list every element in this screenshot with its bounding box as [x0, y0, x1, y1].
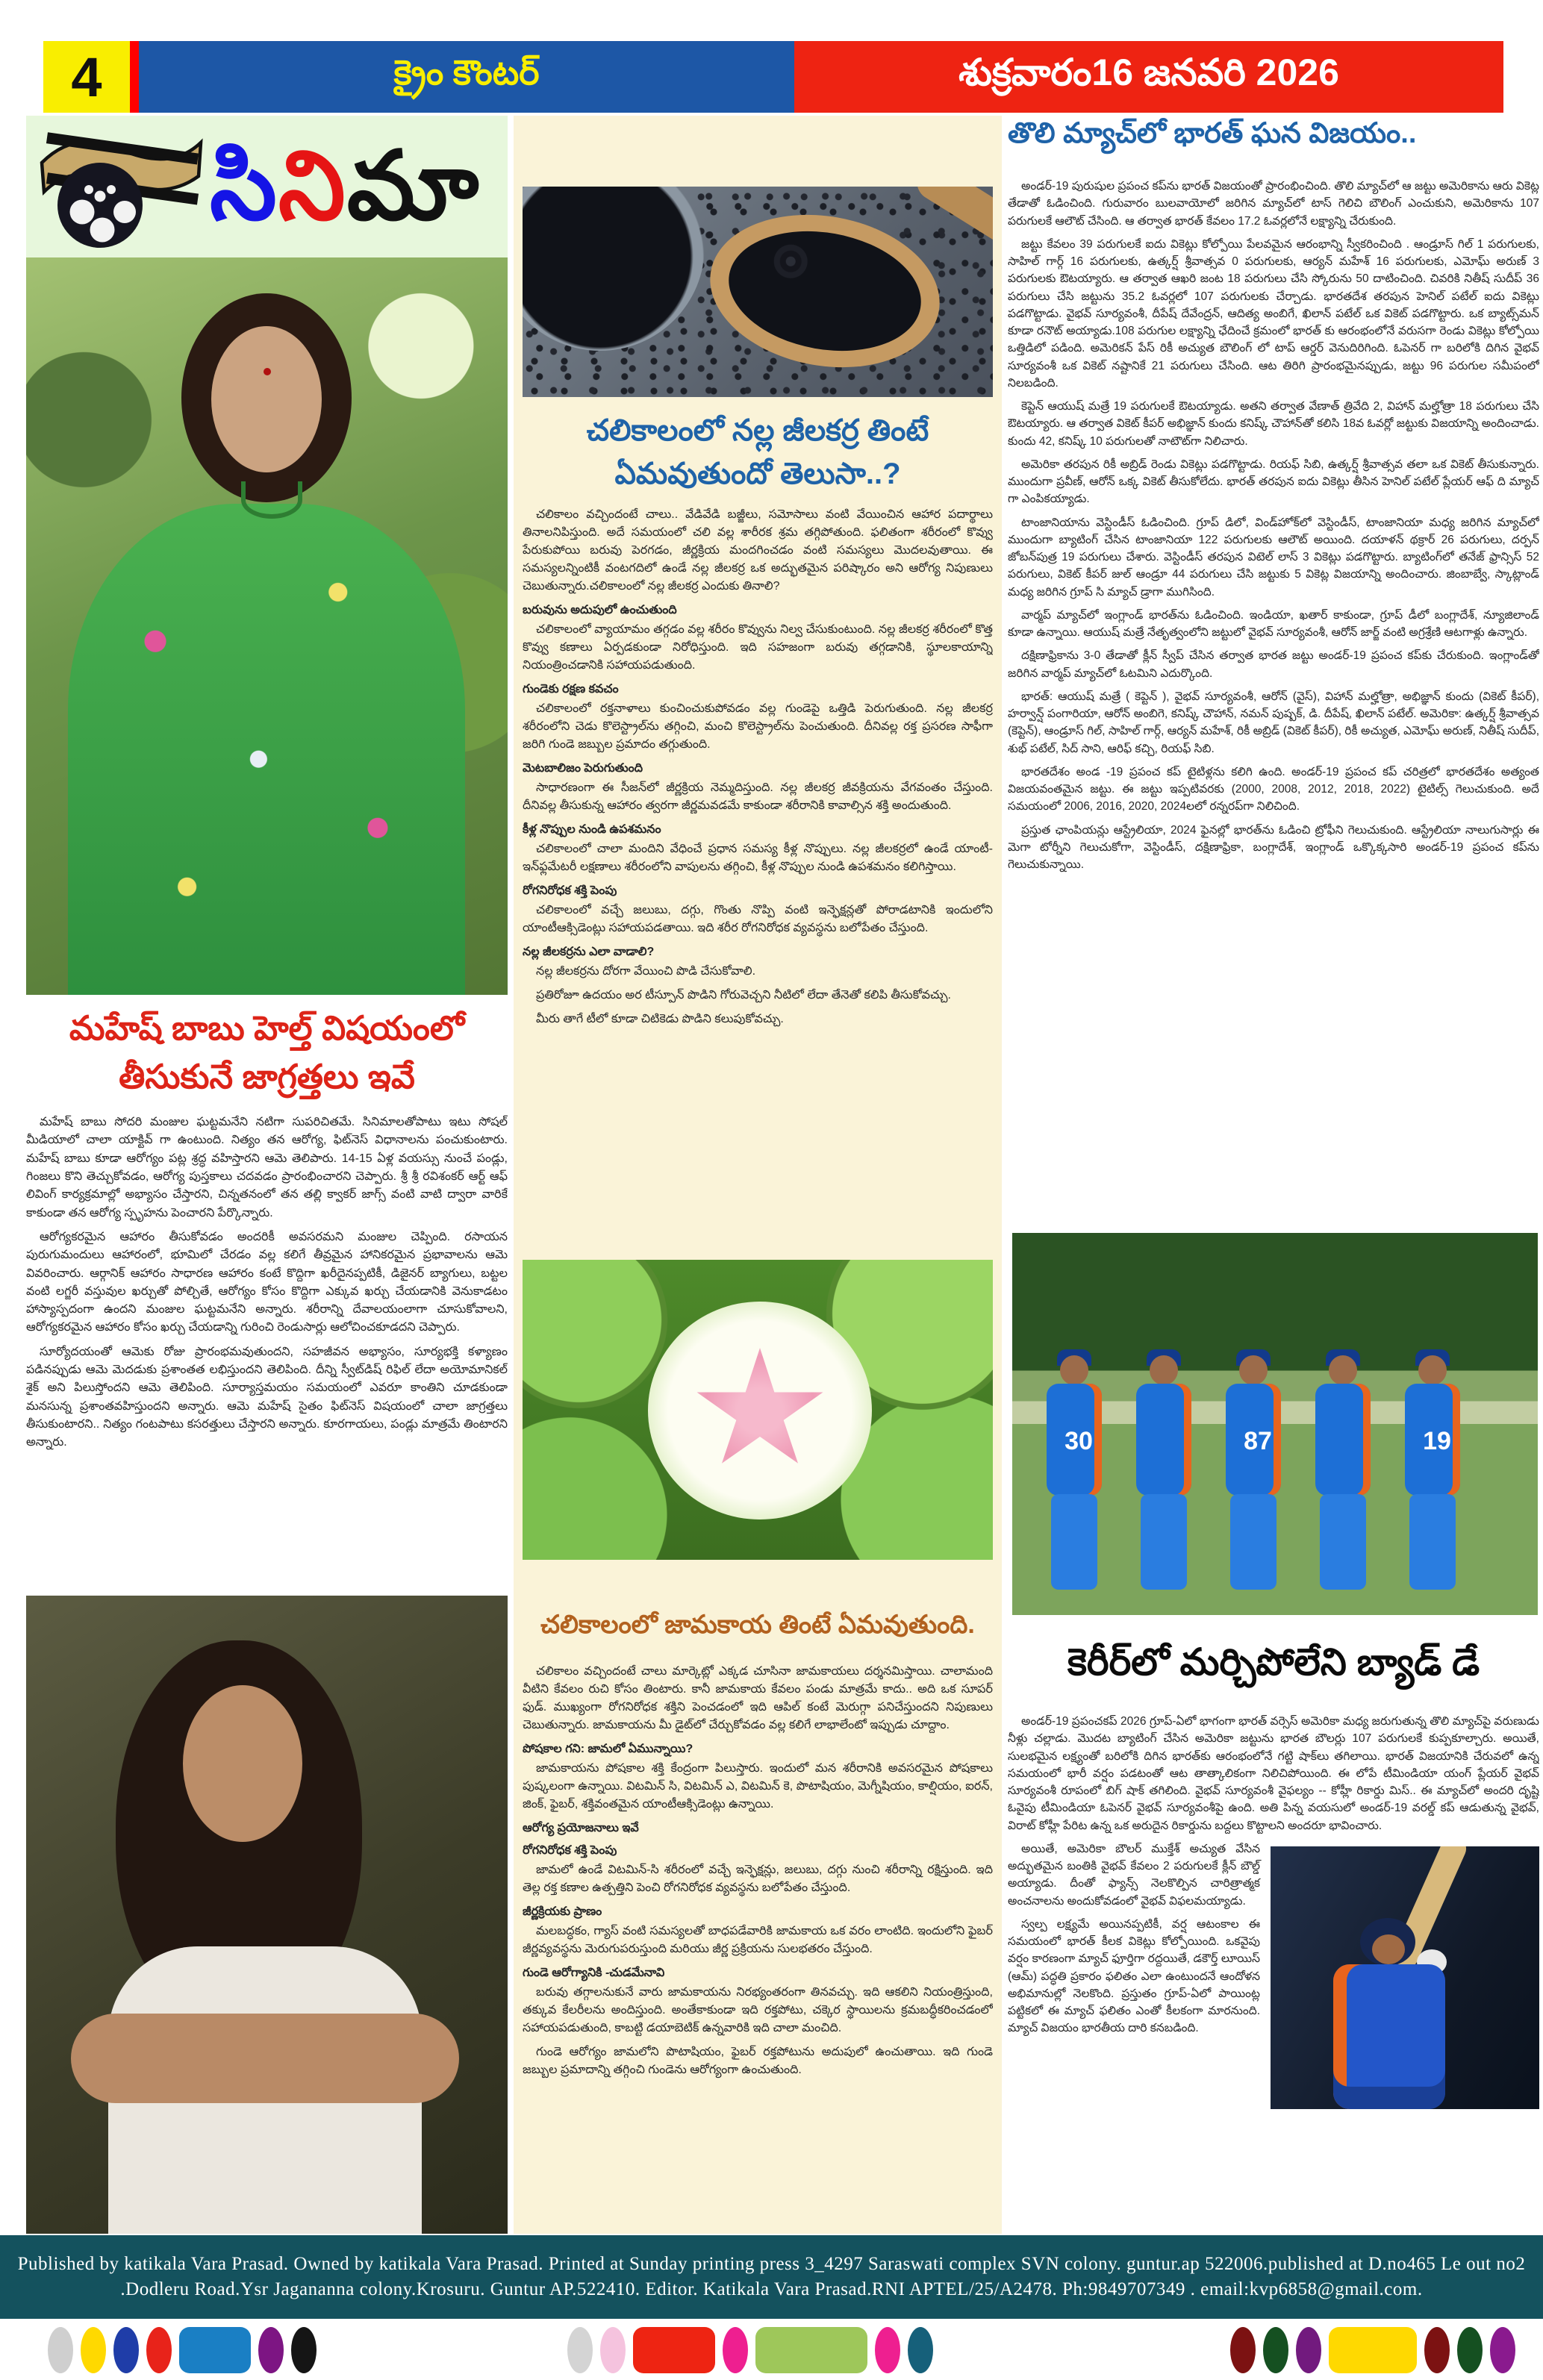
- cumin-subhead: మెటబాలిజం పెరుగుతుంది: [523, 762, 643, 775]
- cumin-paragraph: చలికాలంలో వచ్చే జలుబు, దగ్గు, గొంతు నొప్పి వంటి ఇన్ఫెక్షన్లతో పోరాడటానికి ఇందులోని యాంటీఆక్సిడెంట్లు సహాయపడతాయి. ఇది శరీర రోగనిరోధక వ్యవస్థను బలోపేతం చేస్తుంది.: [523, 904, 993, 934]
- player-jersey: [1315, 1384, 1371, 1496]
- left-article-body: [26, 1114, 508, 1573]
- cricket-player: [1132, 1355, 1196, 1602]
- header-divider: [130, 41, 139, 113]
- registration-mark: [755, 2327, 867, 2373]
- page-number: 4: [71, 46, 102, 108]
- cumin-paragraph: చలికాలంలో చాలా మందిని వేధించే ప్రధాన సమస్య కీళ్ల నొప్పులు. నల్ల జీలకర్రలో ఉండే యాంటీ-ఇన్‌ఫ్లమేటరీ లక్షణాలు శరీరంలోని వాపులను తగ్గించి, కీళ్ల నొప్పుల నుండి ఉపశమనం కలిగిస్తాయి.: [523, 843, 993, 873]
- registration-mark: [1490, 2327, 1515, 2373]
- registration-mark: [1457, 2327, 1483, 2373]
- player-head: [1418, 1355, 1447, 1385]
- logo-letter-2: ని: [278, 133, 347, 240]
- registration-mark: [1296, 2327, 1321, 2373]
- registration-mark: [291, 2327, 317, 2373]
- match-paragraph: వార్మప్ మ్యాచ్‌లో ఇంగ్లాండ్ భారత్‌ను ఓడించింది. ఇండియా, ఖతార్ కాకుండా, గ్రూప్ డీలో బంగ్లాదేశ్, న్యూజిలాండ్ కూడా ఉన్నాయి. ఆయుష్ మత్రే నేతృత్వంలోని జట్టులో వైభవ్ సూర్యవంశీ, ఆరోన్ జార్జ్ వంటి అగ్రశ్రేణి ఆటగాళ్లు ఉన్నారు.: [1008, 608, 1539, 639]
- registration-mark: [723, 2327, 748, 2373]
- match-paragraph: అండర్-19 పురుషుల ప్రపంచ కప్‌ను భారత్ విజయంతో ప్రారంభించింది. తొలి మ్యాచ్‌లో ఆ జట్టు అమెరికాను ఆరు వికెట్ల తేడాతో ఓడించింది. గురువారం బులవాయోలో జరిగిన మ్యాచ్‌లో టాస్ గెలిచి బౌలింగ్ ఎంచుకుని, అమెరికాను 107 పరుగులకే ఆలౌట్ చేసింది. ఆ తర్వాత భారత్ కేవలం 17.2 ఓవర్లలోనే లక్ష్యాన్ని చేరుకుంది.: [1008, 180, 1539, 228]
- left-article-paragraph: మహేష్ బాబు సోదరి మంజుల ఘట్టమనేని నటిగా సుపరిచితమే. సినిమాలతోపాటు ఇటు సోషల్ మీడియాలో చాలా యాక్టివ్ గా ఉంటుంది. నిత్యం తన ఆరోగ్య, ఫిట్‌నెస్ విధానాలను పంచుకుంటారు. మహేష్ బాబు కూడా ఆరోగ్యం పట్ల శ్రద్ధ వహిస్తారని ఆమె తెలిపారు. 14-15 ఏళ్ల వయస్సు నుంచే పండ్లు, గింజలు కొని తెచ్చుకోవడం, ఆరోగ్య పుస్తకాలు చదవడం ప్రారంభించారని చెప్పారు. శ్రీ శ్రీ రవిశంకర్ ఆర్ట్ ఆఫ్ లివింగ్ కార్యక్రమాల్లో అభ్యాసం చేస్తారని, చిన్నతనంలో తన తల్లి క్వాకర్ జాగ్స్ వంటి వాటి ద్వారా వారికే కాకుండా తన ఆరోగ్య స్పృహను పెంచారని పేర్కొన్నారు.: [26, 1116, 508, 1219]
- actress-necklace: [241, 481, 302, 519]
- guava-paragraph: గుండె ఆరోగ్యం జామలోని పొటాషియం, ఫైబర్ రక్తపోటును అదుపులో ఉంచుతాయి. ఇది గుండె జబ్బుల ప్రమాదాన్ని తగ్గించి గుండెను ఆరోగ్యంగా ఉంచుతుంది.: [523, 2046, 993, 2076]
- player-legs: [1230, 1494, 1277, 1590]
- cumin-article-body: [523, 506, 993, 1252]
- cumin-usage-heading: నల్ల జీలకర్రను ఎలా వాడాలి?: [523, 946, 655, 958]
- left-headline-line2: తీసుకునే జాగ్రత్తలు ఇవే: [119, 1058, 415, 1096]
- player-legs: [1409, 1494, 1456, 1590]
- left-article-headline: [26, 1004, 508, 1110]
- registration-mark: [146, 2327, 172, 2373]
- cumin-paragraph: చలికాలంలో వ్యాయామం తగ్గడం వల్ల శరీరం కొవ్వును నిల్వ చేసుకుంటుంది. నల్ల జీలకర్ర శరీరంలో కొత్త కొవ్వు కణాలు ఏర్పడకుండా నిరోధిస్తుంది. ఇది సహజంగా బరువు తగ్గడానికి, స్థూలకాయాన్ని నియంత్రించడానికి సహాయపడుతుంది.: [523, 623, 993, 672]
- player-legs: [1051, 1494, 1097, 1590]
- logo-letter-3: మా: [346, 133, 481, 240]
- cumin-subhead: గుండెకు రక్షణ కవచం: [523, 683, 619, 696]
- player-head: [1329, 1355, 1357, 1385]
- guava-subhead: రోగనిరోధక శక్తి పెంపు: [523, 1844, 617, 1857]
- woman-face: [183, 1685, 302, 1842]
- player-legs: [1320, 1494, 1366, 1590]
- cumin-paragraph: సాధారణంగా ఈ సీజన్‌లో జీర్ణక్రియ నెమ్మదిస్తుంది. నల్ల జీలకర్ర జీవక్రియను వేగవంతం చేస్తుంది. దీనివల్ల తీసుకున్న ఆహారం త్వరగా జీర్ణమవడమే కాకుండా శరీరానికి కావాల్సిన శక్తి అందుతుంది.: [523, 781, 993, 812]
- india-u19-team-photo: [1012, 1233, 1538, 1615]
- cricket-player: [1400, 1355, 1465, 1602]
- jersey-number: 87: [1244, 1427, 1272, 1455]
- match-paragraph: భారత్: ఆయుష్ మత్రే ( కెప్టెన్ ), వైభవ్ సూర్యవంశీ, ఆరోన్ (వైస్), విహాన్ మల్హోత్రా, అభిజ్ఞాన్ కుందు (వికెట్ కీపర్), హర్వాన్ష్ పంగారియా, ఆరోన్ అంబిగె, కనిష్క్ చౌహాన్, నమన్ పుష్పక్, డి. దీపేష్, ఖిలాన్ పటేల్. అమెరికా: ఉత్కర్ష్ శ్రీవాత్సవ (కెప్టెన్), ఆండ్రూస్ గిల్, సాహిల్ గార్గ్, ఆర్యన్ మహేశ్, రికీ అబ్రిడ్ (వికెట్ కీపర్), రికీ అచ్యుత, ఎమోఘ్ అరుణ్, నితీష్ సుదీప్, శుభ్ పటేల్, సిద్ సాని, ఆరిఫ్ కచ్చి, రియఫ్ సిబి.: [1008, 690, 1539, 755]
- page-number-box: [43, 41, 130, 113]
- guava-photo: [523, 1260, 993, 1560]
- imprint-line1: Published by katikala Vara Prasad. Owned by katikala Vara Prasad. Printed at Sunday printing press 3_4297 Saraswati complex SVN colony. guntur.ap 522006.published at D.no465 Le out no2: [17, 2254, 1526, 2274]
- guava-subhead: జీర్ణక్రియకు ప్రాణం: [523, 1905, 602, 1918]
- cricket-player: [1311, 1355, 1375, 1602]
- guava-paragraph: మలబద్ధకం, గ్యాస్ వంటి సమస్యలతో బాధపడేవారికి జామకాయ ఒక వరం లాంటిది. ఇందులోని ఫైబర్ జీర్ణవ్యవస్థను మెరుగుపరుస్తుంది మరియు జీర్ణ ప్రక్రియను సులభతరం చేస్తుంది.: [523, 1925, 993, 1955]
- actress-face: [211, 326, 322, 472]
- cumin-usage-line: మీరు తాగే టీలో కూడా చిటికెడు పొడిని కలుపుకోవచ్చు.: [536, 1013, 784, 1025]
- cinema-logo: [26, 116, 508, 257]
- cumin-subhead: రోగనిరోధక శక్తి పెంపు: [523, 884, 617, 897]
- match-paragraph: కెప్టెన్ ఆయుష్ మత్రే 19 పరుగులకే ఔటయ్యాడు. అతని తర్వాత వేణాత్ త్రివేది 2, విహాన్ మల్హోత్రా 18 పరుగులు చేసి ఔటయ్యారు. ఆ తర్వాత వికెట్ కీపర్ అభిజ్ఞాన్ కుందు కనిష్క్ చౌహాన్‌తో కలిసి 18వ ఓవర్లో జట్టుకు విజయాన్ని అందించాడు. కుందు 42, కనిష్క్ 10 పరుగులతో నాటౌట్‌గా నిలిచారు.: [1008, 400, 1539, 448]
- cricket-player: [1042, 1355, 1106, 1602]
- player-head: [1150, 1355, 1178, 1385]
- match-paragraph: అమెరికా తరపున రికీ అబ్రిడ్ రెండు వికెట్లు పడగొట్టాడు. రియఫ్ సిబి, ఉత్కర్ష్ శ్రీవాత్సవ తలా ఒక వికెట్ తీసుకున్నారు. ముందుగా ప్రవీణ్, ఆరోన్ ఒక్క వికెట్ తీసుకోలేదు. భారత్ తరపున ఐదు వికెట్లు తీసిన హెనిల్ పటేల్ ప్లేయర్ ఆఫ్ ది మ్యాచ్ గా ఎంపికయ్యాడు.: [1008, 457, 1539, 506]
- match-paragraph: జట్టు కేవలం 39 పరుగులకే ఐదు వికెట్లు కోల్పోయి పేలవమైన ఆరంభాన్ని స్వీకరించింది . ఆండ్రూస్ గిల్ 1 పరుగులకు, సాహిల్ గార్గ్ 16 పరుగులకు, ఉత్కర్ష్ శ్రీవాత్సవ 0 పరుగులకు, ఆర్యన్ మహేశ్ 16 పరుగులకు, ఎమోఘ్ అరుణ్ 3 పరుగులకు ఔటయ్యారు. ఆ తర్వాత ఆఖరి జంట 18 పరుగులు చేసి స్కోరును 50 దాటించింది. చివరికి నితీష్ సుదీప్ 36 పరుగులు చేసి జట్టును 35.2 ఓవర్లలో 107 పరుగులకు చేర్చాడు. భారతదేశ తరపున హెనిల్ పటేల్ ఐదు వికెట్లు పడగొట్టాడు. వైభవ్ సూర్యవంశీ, దీపేష్ దేవేంద్రన్, ఆదిత్య అంబిగే, ఖిలాన్ పటేల్ ఒక వికెట్ పడగొట్టారు. ఒక బ్యాట్స్‌మన్ కూడా రనౌట్ అయ్యాడు.108 పరుగుల లక్ష్యాన్ని ఛేదించే క్రమంలో భారత్ కు ఆరంభంలోనే వరుసగా రెండు వికెట్లు కోల్పోయి ఒత్తిడిలో పడింది. అమెరికన్ పేస్ రికీ అచ్యుత బౌలింగ్ లో టాప్ ఆర్డర్ వెనుదిరిగింది. ఓపెనర్ గా బరిలోకి దిగిన వైభవ్ సూర్యవంశీ ఒక వికెట్ నష్టానికే 21 పరుగులు చేసింది. ఆట తిరిగి ప్రారంభమైనప్పుడు, జట్టు 96 పరుగుల సమీపంలో నిలబడింది.: [1008, 237, 1539, 390]
- left-article-paragraph: ఆరోగ్యకరమైన ఆహారం తీసుకోవడం అందరికీ అవసరమని మంజుల చెప్పింది. రసాయన పురుగుమందులు ఆహారంలో, భూమిలో చేరడం వల్ల కలిగే తీవ్రమైన హానికరమైన ప్రభావాలను ఆమె వివరించారు. ఆర్గానిక్ ఆహారం సాధారణ ఆహారం కంటే కొద్దిగా ఖరీదైనప్పటికీ, డిజైనర్ బ్యాగులు, బట్టల వంటి లగ్జరీ వస్తువుల ఖర్చుతో పోల్చితే, ఆరోగ్యం కోసం కొద్దిగా ఎక్కువ ఖర్చు చేయడానికి వెనుకాడటం హాస్యాస్పదంగా ఉందని మంజుల ఘట్టమనేని అన్నారు. శరీరాన్ని దేవాలయంలాగా చూసుకోవాలని, ఆరోగ్యకరమైన ఆహారం కోసం ఖర్చు చేయడాన్ని గురించి రెండుసార్లు ఆలోచించకూడదని చెప్పారు.: [26, 1230, 508, 1334]
- imprint-line2: .Dodleru Road.Ysr Jagananna colony.Krosuru. Guntur AP.522410. Editor. Katikala Vara Prasad.RNI APTEL/25/A2478. Ph:9849707349 . email:kvp6858@gmail.com.: [120, 2279, 1423, 2299]
- guava-article-headline: చలికాలంలో జామకాయ తింటే ఏమవుతుంది.: [540, 1611, 975, 1639]
- film-reel-icon: [31, 118, 210, 256]
- registration-mark: [81, 2327, 106, 2373]
- left-article-paragraph: సూర్యోదయంతో ఆమెకు రోజు ప్రారంభమవుతుందని, సహజీవన అభ్యాసం, సూర్యభక్తి కళ్యాణం పడినప్పుడు ఆమె మెదడుకు ప్రశాంతత లభిస్తుందని తెలిపింది. దీన్ని స్వీట్‌డిష్ రిఫిల్ లేదా అయోమానికల్ శైక్ అని పిలుస్తోందని ఆమె తెలిపింది. సూర్యాస్తమయం సమయంలో ఎవరూ కాంతిని చూడకుండా మనసున్న ప్రశాంతవహిస్తుందని అన్నారు. ఆమె మహేష్ సైతం ఫిట్‌నెస్ విషయంలో చాలా జాగ్రత్తలు తీసుకుంటారని.. నిత్యం గంటపాటు కసరత్తులు చేస్తారని అన్నారు. కూరగాయలు, పండ్లు మాత్రమే తింటారని అన్నారు.: [26, 1345, 508, 1449]
- badday-article-headline: కెరీర్‌లో మర్చిపోలేని బ్యాడ్ డే: [1067, 1641, 1480, 1683]
- print-registration-strip: [0, 2327, 1543, 2375]
- badday-paragraph: స్వల్ప లక్ష్యమే అయినప్పటికీ, వర్ష ఆటంకాల ఈ సమయంలో భారత్ కీలక వికెట్లు కోల్పోయింది. ఒకవైపు వర్షం కారణంగా మ్యాచ్ ఫూర్తిగా రద్దయితే, డకౌర్త్ లూయిస్ (ఆమ్) పద్ధతి ప్రకారం ఫలితం ఎలా ఉంటుందనే ఆందోళన అభిమానుల్లో నెలకొంది. ప్రస్తుతం గ్రూప్-ఏలో పాయింట్ల పట్టికలో ఈ మ్యాచ్ ఫలితం ఎంతో కీలకంగా మారనుంది. మ్యాచ్ విజయం భారతీయ దారి కనబడింది.: [1008, 1917, 1260, 2035]
- guava-subhead: ఆరోగ్య ప్రయోజనాలు ఇవే: [523, 1822, 639, 1834]
- cumin-bowl: [523, 187, 705, 351]
- cinema-logo-text: [210, 133, 481, 240]
- actress-bindi: [264, 368, 271, 375]
- imprint-footer: [0, 2235, 1543, 2319]
- guava-paragraph: జామకాయను పోషకాల శక్తి కేంద్రంగా పిలుస్తారు. ఇందులో మన శరీరానికి అవసరమైన పోషకాలు పుష్కలంగా ఉన్నాయి. విటమిన్ సి, విటమిన్ ఎ, విటమిన్ కె, పొటాషియం, మెగ్నీషియం, కాల్షియం, ఐరన్, జింక్, ఫైబర్, శక్తివంతమైన యాంటీఆక్సిడెంట్లు ఉన్నాయి.: [523, 1762, 993, 1811]
- guava-subhead: పోషకాల గని: జామలో ఏమున్నాయి?: [523, 1743, 693, 1755]
- actress-manjula-photo: [26, 1596, 508, 2234]
- cumin-usage-line: ప్రతిరోజూ ఉదయం అర టీస్పూన్ పొడిని గోరువెచ్చని నీటిలో లేదా తేనెతో కలిపి తీసుకోవచ్చు.: [536, 989, 951, 1002]
- registration-mark: [875, 2327, 900, 2373]
- registration-mark: [600, 2327, 626, 2373]
- registration-mark: [1263, 2327, 1288, 2373]
- player-jersey: [1047, 1384, 1102, 1496]
- date-banner: [794, 41, 1503, 113]
- player-head: [1239, 1355, 1268, 1385]
- registration-mark: [633, 2327, 715, 2373]
- guava-paragraph: బరువు తగ్గాలనుకునే వారు జామకాయను నిరభ్యంతరంగా తినవచ్చు. ఇది ఆకలిని నియంత్రిస్తుంది, తక్కువ కేలరీలను అందిస్తుంది. అంతేకాకుండా ఇది రక్తపోటు, చక్కెర స్థాయిలను క్రమబద్ధీకరించడంలో సహాయపడుతుంది, కాబట్టి డయాబెటిక్ ఉన్నవారికి ఇది చాలా మంచిది.: [523, 1986, 993, 2034]
- registration-mark: [1230, 2327, 1256, 2373]
- wooden-spoon-handle: [910, 187, 993, 252]
- guava-intro: చలికాలం వచ్చిందంటే చాలు మార్కెట్లో ఎక్కడ చూసినా జామకాయలు దర్శనమిస్తాయి. చాలామంది వీటిని కేవలం రుచి కోసం తింటారు. కానీ జామకాయ కేవలం పండు మాత్రమే కాదు.. అది ఒక సూపర్ ఫుడ్. ముఖ్యంగా రోగనిరోధక శక్తిని పెంచడంలో ఇది ఆపిల్ కంటే మెరుగ్గా పనిచేస్తుందని నిపుణులు చెబుతున్నారు. జామకాయను మీ డైట్‌లో చేర్చుకోవడం వల్ల కలిగే లాభాలేంటో ఇప్పుడు చూద్దాం.: [523, 1665, 993, 1731]
- match-article-body: [1008, 178, 1539, 1226]
- guava-article-body: [523, 1663, 993, 2231]
- registration-mark: [113, 2327, 139, 2373]
- guava-subhead: గుండె ఆరోగ్యానికి -చుడమేనావి: [523, 1967, 665, 1979]
- vaibhav-batsman-photo: [1271, 1846, 1539, 2109]
- cumin-headline-line1: చలికాలంలో నల్ల జీలకర్ర తింటే: [586, 414, 929, 447]
- logo-letter-1: సి: [210, 133, 278, 240]
- cricket-player: [1221, 1355, 1285, 1602]
- registration-mark: [567, 2327, 593, 2373]
- batsman-face: [1372, 1934, 1405, 1964]
- cumin-subhead: బరువును అదుపులో ఉంచుతుంది: [523, 604, 677, 616]
- section-banner-title: క్రైం కౌంటర్: [393, 53, 540, 92]
- badday-paragraph: అండర్-19 ప్రపంచకప్ 2026 గ్రూప్-ఏలో భాగంగా భారత్ వర్సెస్ అమెరికా మధ్య జరుగుతున్న తొలి మ్యాచ్‌పై వరుణుడు నీళ్లు చల్లాడు. మొదట బ్యాటింగ్ చేసిన అమెరికా జట్టును భారత బౌలర్లు 107 పరుగులకే కుప్పకూల్చారు. అయితే, సులభమైన లక్ష్యంతో బరిలోకి దిగిన భారత్‌కు ఆరంభంలోనే గట్టి షాక్‌లు తగిలాయి. భారత్ విజయానికి చేరువలో ఉన్న సమయంలో భారీ వర్షం పడటంతో ఆట తాత్కాలికంగా నిలిచిపోయింది. ఈ లోపే టీమిండియా యంగ్ ప్లేయర్ వైభవ్ సూర్యవంశీ రూపంలో బిగ్ షాక్ తగిలింది. వైభవ్ సూర్యవంశీ వైఫల్యం -- కోహ్లీ రికార్డు మిస్.. ఈ మ్యాచ్‌లో అందరి దృష్టి ఓవైపు టీమిండియా ఓపెనర్ వైభవ్ సూర్యవంశీపై ఉంది. అతి పిన్న వయసులో అండర్-19 వరల్డ్ కప్ ఆడుతున్న వైభవ్, విరాట్ కోహ్లీ పేరిట ఉన్న ఒక అరుదైన రికార్డును బద్దలు కొట్టాలని అందరూ భావించారు.: [1008, 1715, 1539, 1832]
- player-jersey: [1405, 1384, 1460, 1496]
- match-paragraph: టాంజానియాను వెస్టిండీస్ ఓడించింది. గ్రూప్ డిలో, విండ్‌హోక్‌లో వెస్టిండీస్, టాంజానియా మధ్య జరిగిన మ్యాచ్‌లో ముందుగా బ్యాటింగ్ చేసిన టాంజానియా 122 పరుగులకు ఆలౌట్ అయింది. దయాళన్ థక్రార్ 26 పరుగులు, దర్పన్ జోబన్‌పుత్ర 19 పరుగులు చేశారు. వెస్టిండీస్ తరపున విటెల్ లాస్ 3 వికెట్లు పడగొట్టారు. బ్యాటింగ్‌లో తనేజ్ ఫ్రాన్సిస్ 52 పరుగులు, వికెట్ కీపర్ జుల్ ఆండ్రూ 44 పరుగులు చేసి జట్టుకు 5 వికెట్ల విజయాన్ని అందించారు. జింబాబ్వే, స్కాట్లాండ్ మధ్య జరిగిన గ్రూప్ సి మ్యాచ్ డ్రాగా ముగిసింది.: [1008, 516, 1539, 599]
- batsman-jersey: [1333, 1964, 1445, 2109]
- actress-photo: [26, 257, 508, 995]
- registration-mark: [1424, 2327, 1450, 2373]
- match-paragraph: దక్షిణాఫ్రికాను 3-0 తేడాతో క్లీన్ స్వీప్ చేసిన తర్వాత భారత జట్టు అండర్-19 ప్రపంచ కప్‌కు చేరుకుంది. ఇంగ్లాండ్‌తో జరిగిన వార్మప్ మ్యాచ్‌లో ఓటమిని ఎదుర్కొంది.: [1008, 649, 1539, 680]
- registration-mark: [1329, 2327, 1417, 2373]
- guava-paragraph: జామలో ఉండే విటమిన్-సి శరీరంలో వచ్చే ఇన్ఫెక్షన్లు, జలుబు, దగ్గు నుంచి శరీరాన్ని రక్షిస్తుంది. ఇది తెల్ల రక్త కణాల ఉత్పత్తిని పెంచి రోగనిరోధక వ్యవస్థను బలోపేతం చేస్తుంది.: [523, 1864, 993, 1894]
- cumin-paragraph: చలికాలంలో రక్తనాళాలు కుంచించుకుపోవడం వల్ల గుండెపై ఒత్తిడి పెరుగుతుంది. నల్ల జీలకర్ర శరీరంలోని చెడు కొలెస్ట్రాల్‌ను తగ్గించి, మంచి కొలెస్ట్రాల్‌ను పెంచుతుంది. దీనివల్ల రక్త ప్రసరణ సాఫీగా జరిగి గుండె జబ్బుల ప్రమాదం తగ్గుతుంది.: [523, 702, 993, 751]
- registration-mark: [908, 2327, 933, 2373]
- black-cumin-photo: [523, 187, 993, 397]
- section-banner: [139, 41, 794, 113]
- player-jersey: [1226, 1384, 1281, 1496]
- jersey-number: 30: [1064, 1427, 1093, 1455]
- cumin-subhead: కీళ్ల నొప్పుల నుండి ఉపశమనం: [523, 823, 661, 836]
- badday-article-body: [1008, 1713, 1539, 2231]
- cumin-headline-line2: ఏమవుతుందో తెలుసా..?: [614, 457, 901, 490]
- actress-green-saree: [68, 504, 465, 995]
- registration-mark: [258, 2327, 284, 2373]
- player-jersey: [1136, 1384, 1191, 1496]
- registration-mark: [179, 2327, 251, 2373]
- woman-arms: [71, 2014, 459, 2103]
- cumin-usage-line: నల్ల జీలకర్రను దోరగా వేయించి పొడి చేసుకోవాలి.: [536, 965, 756, 978]
- left-headline-line1: మహేష్ బాబు హెల్త్ విషయంలో: [69, 1009, 465, 1047]
- match-paragraph: ప్రస్తుత ఛాంపియన్లు ఆస్ట్రేలియా, 2024 ఫైనల్లో భారత్‌ను ఓడించి ట్రోఫీని గెలుచుకుంది. ఆస్ట్రేలియా నాలుగుసార్లు ఈ మెగా టోర్నీని గెలుచుకోగా, వెస్టిండీస్, దక్షిణాఫ్రికా, బంగ్లాదేశ్, ఇంగ్లాండ్ ఒక్కొక్కసారి అండర్-19 ప్రపంచ కప్‌ను గెలుచుకున్నాయి.: [1008, 823, 1539, 871]
- cumin-article-headline: [523, 409, 993, 499]
- match-paragraph: భారతదేశం అండ -19 ప్రపంచ కప్ టైటిళ్లను కలిగి ఉంది. అండర్-19 ప్రపంచ కప్ చరిత్రలో భారతదేశం అత్యంత విజయవంతమైన జట్టు. ఈ జట్టు ఇప్పటివరకు (2000, 2008, 2012, 2018, 2022) టైటిల్స్ గెలుచుకుంది. అదే సమయంలో 2006, 2016, 2020, 2024లలో రన్నరప్‌గా నిలిచింది.: [1008, 765, 1539, 813]
- edition-date: శుక్రవారం16 జనవరి 2026: [958, 51, 1339, 93]
- player-legs: [1141, 1494, 1187, 1590]
- cumin-intro: చలికాలం వచ్చిందంటే చాలు.. వేడివేడి బజ్జీలు, సమోసాలు వంటి వేయించిన ఆహార పదార్థాలు తినాలనిపిస్తుంది. అదే సమయంలో చలి వల్ల శారీరక శ్రమ తగ్గిపోతుంది. ఫలితంగా శరీరంలో కొవ్వు పేరుకుపోయి బరువు పెరగడం, జీర్ణక్రియ మందగించడం వంటి సమస్యలు మొదలవుతాయి. ఈ సమస్యలన్నింటికీ వంటగదిలో ఉండే నల్ల జీలకర్ర ఒక అద్భుతమైన పరిష్కారం అని ఆరోగ్య నిపుణులు చెబుతున్నారు.చలికాలంలో నల్ల జీలకర్ర ఎందుకు తినాలి?: [523, 508, 993, 593]
- registration-mark: [48, 2327, 73, 2373]
- player-head: [1060, 1355, 1088, 1385]
- badday-paragraph: అయితే, అమెరికా బౌలర్ ముక్తేశ్ అచ్యుత వేసిన అద్భుతమైన బంతికి వైభవ్ కేవలం 2 పరుగులకే క్లీన్ బౌల్డ్ అయ్యాడు. దీంతో ఫ్యాన్స్ నెలకొల్పిన చారిత్రాత్మక అంచనాలను అందుకోవడంలో వైభవ్ విఫలమయ్యాడు.: [1008, 1842, 1260, 1908]
- match-article-headline: తొలి మ్యాచ్‌లో భారత్ ఘన విజయం..: [1008, 118, 1417, 149]
- jersey-number: 19: [1423, 1427, 1451, 1455]
